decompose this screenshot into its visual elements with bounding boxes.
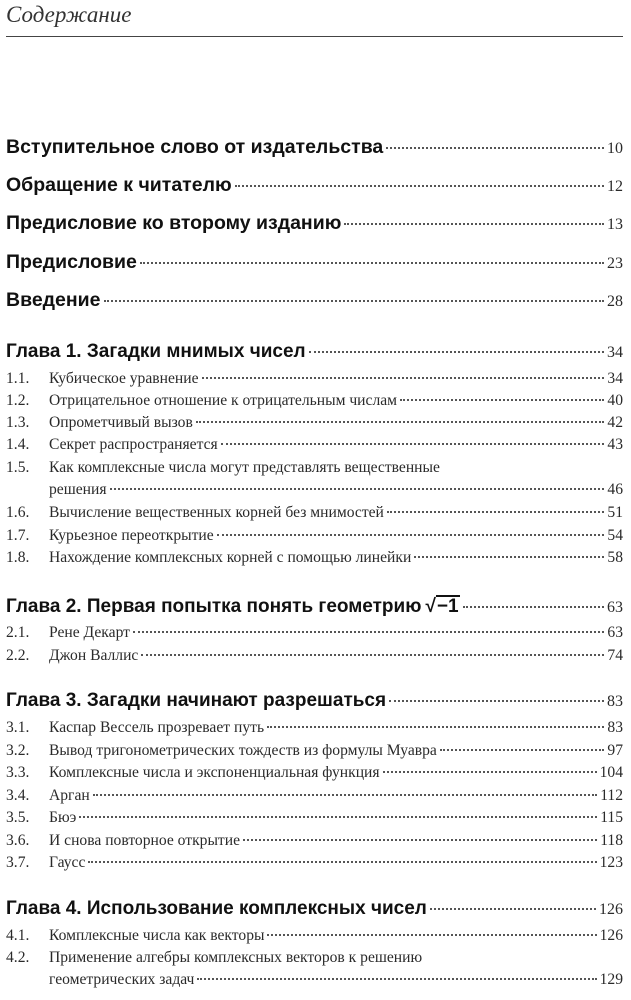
toc-section[interactable] xyxy=(6,854,623,876)
dot-leader xyxy=(267,726,604,728)
section-title: Курьезное переоткрытие xyxy=(49,527,214,544)
section-page: 43 xyxy=(607,436,623,453)
section-number: 1.4. xyxy=(6,436,30,453)
toc-section[interactable] xyxy=(6,927,623,949)
chapter-page: 34 xyxy=(607,344,623,361)
section-page: 40 xyxy=(607,392,623,409)
section-number: 3.7. xyxy=(6,854,30,871)
chapter-label: Глава 1. xyxy=(6,341,82,362)
toc-section[interactable] xyxy=(6,392,623,414)
section-title-continued: решения xyxy=(49,481,107,498)
chapter-label: Глава 2. xyxy=(6,596,82,617)
toc-section[interactable] xyxy=(6,549,623,571)
toc-entry-page: 28 xyxy=(607,293,623,310)
dot-leader xyxy=(414,556,604,558)
chapter-label: Глава 4. xyxy=(6,898,82,919)
section-title: Арган xyxy=(49,787,90,804)
toc-entry-title: Введение xyxy=(6,289,101,311)
dot-leader xyxy=(400,399,604,401)
section-page: 123 xyxy=(599,854,623,871)
section-page: 51 xyxy=(607,504,623,521)
chapter-title: Загадки начинают разрешаться xyxy=(86,690,387,711)
dot-leader xyxy=(88,861,596,863)
dot-leader xyxy=(141,654,604,656)
chapter-page: 63 xyxy=(607,599,623,616)
chapter-label: Глава 3. xyxy=(6,690,82,711)
dot-leader xyxy=(386,147,604,149)
toc-section[interactable] xyxy=(6,742,623,764)
toc-entry-page: 12 xyxy=(607,178,623,195)
section-title: Секрет распространяется xyxy=(49,436,218,453)
section-title: Комплексные числа как векторы xyxy=(49,927,265,944)
dot-leader xyxy=(389,700,604,702)
section-number: 3.5. xyxy=(6,809,30,826)
section-page: 83 xyxy=(607,719,623,736)
dot-leader xyxy=(133,631,604,633)
toc-chapter-1[interactable] xyxy=(6,341,623,369)
table-of-contents xyxy=(6,0,623,1000)
section-title: Как комплексные числа могут представлять вещественные xyxy=(49,459,440,476)
toc-section[interactable] xyxy=(6,624,623,646)
section-title: Опрометчивый вызов xyxy=(49,414,193,431)
dot-leader xyxy=(79,816,597,818)
dot-leader xyxy=(104,300,605,302)
dot-leader xyxy=(217,534,605,536)
toc-chapter-3[interactable] xyxy=(6,690,623,718)
chapter-title: Загадки мнимых чисел xyxy=(86,341,306,362)
dot-leader xyxy=(387,511,605,513)
section-number: 3.3. xyxy=(6,764,30,781)
toc-section[interactable] xyxy=(6,370,623,392)
section-number: 1.6. xyxy=(6,504,30,521)
dot-leader xyxy=(235,185,604,187)
toc-chapter-4[interactable] xyxy=(6,898,623,926)
section-title: Отрицательное отношение к отрицательным числам xyxy=(49,392,398,409)
dot-leader xyxy=(463,606,604,608)
section-title: Гаусс xyxy=(49,854,86,871)
chapter-page: 83 xyxy=(607,693,623,710)
toc-entry-title: Вступительное слово от издательства xyxy=(6,136,384,158)
dot-leader xyxy=(383,771,597,773)
toc-section[interactable] xyxy=(6,504,623,526)
dot-leader xyxy=(110,488,605,490)
toc-section[interactable] xyxy=(6,809,623,831)
toc-section[interactable] xyxy=(6,459,623,503)
toc-entry-to-reader[interactable] xyxy=(6,174,623,202)
dot-leader xyxy=(344,223,604,225)
toc-section[interactable] xyxy=(6,527,623,549)
section-title: Джон Валлис xyxy=(49,647,139,664)
section-number: 3.2. xyxy=(6,742,30,759)
section-number: 3.6. xyxy=(6,832,30,849)
dot-leader xyxy=(309,351,604,353)
dot-leader xyxy=(197,978,596,980)
toc-entry-publisher-foreword[interactable] xyxy=(6,136,623,164)
toc-section[interactable] xyxy=(6,719,623,741)
section-page: 118 xyxy=(600,832,623,849)
toc-entry-page: 23 xyxy=(607,255,623,272)
toc-section[interactable] xyxy=(6,647,623,669)
section-number: 1.5. xyxy=(6,459,30,476)
toc-section[interactable] xyxy=(6,764,623,786)
dot-leader xyxy=(140,262,604,264)
section-page: 74 xyxy=(607,647,623,664)
section-number: 2.2. xyxy=(6,647,30,664)
section-number: 1.1. xyxy=(6,370,30,387)
section-page: 126 xyxy=(599,927,623,944)
section-page: 42 xyxy=(607,414,623,431)
radicand: −1 xyxy=(436,596,459,617)
toc-entry-page: 10 xyxy=(607,140,623,157)
toc-entry-preface[interactable] xyxy=(6,251,623,279)
toc-entry-introduction[interactable] xyxy=(6,289,623,317)
dot-leader xyxy=(430,908,596,910)
toc-chapter-2[interactable] xyxy=(6,595,623,623)
running-head: Содержание xyxy=(6,2,132,27)
chapter-title: Первая попытка понять геометрию xyxy=(86,596,422,617)
dot-leader xyxy=(202,377,605,379)
section-page: 112 xyxy=(600,787,623,804)
toc-entry-title: Обращение к читателю xyxy=(6,174,232,196)
section-page: 54 xyxy=(607,527,623,544)
section-number: 3.4. xyxy=(6,787,30,804)
section-page: 34 xyxy=(607,370,623,387)
section-page: 46 xyxy=(607,481,623,498)
section-title: Кубическое уравнение xyxy=(49,370,199,387)
section-number: 1.2. xyxy=(6,392,30,409)
section-title: Применение алгебры комплексных векторов к решению xyxy=(49,949,423,966)
section-number: 1.3. xyxy=(6,414,30,431)
toc-entry-second-edition-preface[interactable] xyxy=(6,212,623,240)
dot-leader xyxy=(243,839,597,841)
section-number: 4.2. xyxy=(6,949,30,966)
toc-entry-title: Предисловие xyxy=(6,251,137,273)
section-title: Комплексные числа и экспоненциальная функция xyxy=(49,764,380,781)
dot-leader xyxy=(196,421,605,423)
section-number: 1.7. xyxy=(6,527,30,544)
square-root-symbol: √−1 xyxy=(425,596,459,617)
toc-section[interactable] xyxy=(6,436,623,458)
section-page: 58 xyxy=(607,549,623,566)
section-number: 3.1. xyxy=(6,719,30,736)
section-title: Вывод тригонометрических тождеств из формулы Муавра xyxy=(49,742,437,759)
section-page: 97 xyxy=(607,742,623,759)
toc-section[interactable] xyxy=(6,949,623,993)
chapter-page: 126 xyxy=(599,901,623,918)
dot-leader xyxy=(267,934,596,936)
section-title-continued: геометрических задач xyxy=(49,971,195,988)
section-page: 63 xyxy=(607,624,623,641)
section-title: Бюэ xyxy=(49,809,77,826)
section-title: Каспар Вессель прозревает путь xyxy=(49,719,265,736)
section-page: 104 xyxy=(599,764,623,781)
section-number: 4.1. xyxy=(6,927,30,944)
toc-section[interactable] xyxy=(6,414,623,436)
section-title: Нахождение комплексных корней с помощью линейки xyxy=(49,549,412,566)
section-page: 129 xyxy=(599,971,623,988)
dot-leader xyxy=(93,794,597,796)
section-page: 115 xyxy=(600,809,623,826)
toc-section[interactable] xyxy=(6,787,623,809)
toc-entry-title: Предисловие ко второму изданию xyxy=(6,212,342,234)
toc-entry-page: 13 xyxy=(607,216,623,233)
dot-leader xyxy=(221,443,605,445)
chapter-title: Использование комплексных чисел xyxy=(86,898,427,919)
section-title: И снова повторное открытие xyxy=(49,832,241,849)
section-title: Рене Декарт xyxy=(49,624,130,641)
toc-section[interactable] xyxy=(6,832,623,854)
section-number: 1.8. xyxy=(6,549,30,566)
section-number: 2.1. xyxy=(6,624,30,641)
dot-leader xyxy=(440,749,605,751)
section-title: Вычисление вещественных корней без мнимостей xyxy=(49,504,384,521)
